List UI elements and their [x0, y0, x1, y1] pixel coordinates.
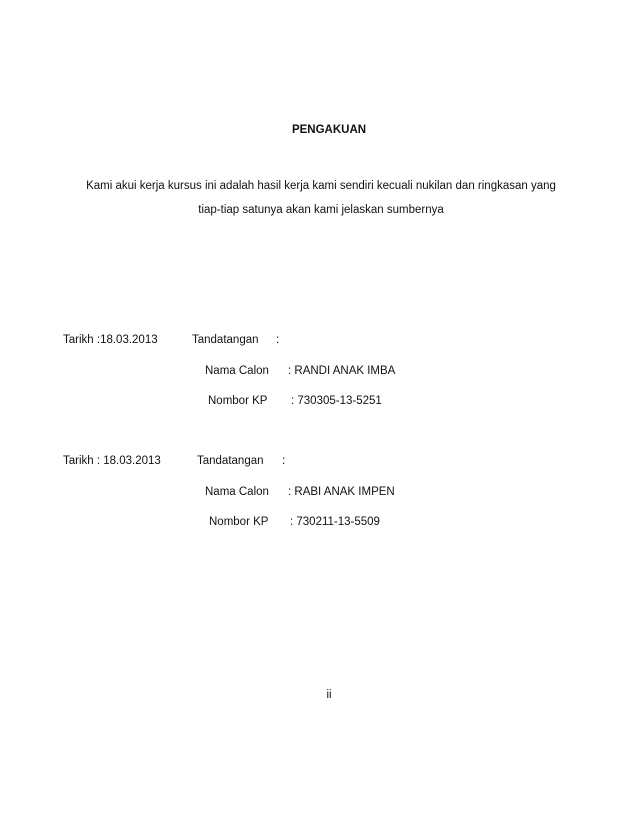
page-number: ii	[326, 689, 332, 701]
candidate-name-value: : RABI ANAK IMPEN	[288, 486, 395, 498]
date-text: Tarikh :18.03.2013	[63, 334, 158, 346]
kp-number-value: : 730211-13-5509	[290, 516, 380, 528]
kp-number-value: : 730305-13-5251	[291, 395, 382, 407]
statement-line-1: Kami akui kerja kursus ini adalah hasil kerja kami sendiri kecuali nukilan dan ringkasan yang	[86, 180, 556, 192]
signature-colon: :	[276, 334, 280, 346]
date-text: Tarikh : 18.03.2013	[63, 455, 161, 467]
signature-colon: :	[282, 455, 286, 467]
kp-number-label: Nombor KP	[209, 516, 269, 528]
candidate-name-value: : RANDI ANAK IMBA	[288, 365, 396, 377]
candidate-name-label: Nama Calon	[205, 365, 269, 377]
candidate-name-label: Nama Calon	[205, 486, 269, 498]
statement-line-2: tiap-tiap satunya akan kami jelaskan sumbernya	[198, 204, 444, 216]
signature-label: Tandatangan	[192, 334, 259, 346]
kp-number-label: Nombor KP	[208, 395, 268, 407]
page-title: PENGAKUAN	[291, 124, 367, 136]
signature-label: Tandatangan	[197, 455, 264, 467]
